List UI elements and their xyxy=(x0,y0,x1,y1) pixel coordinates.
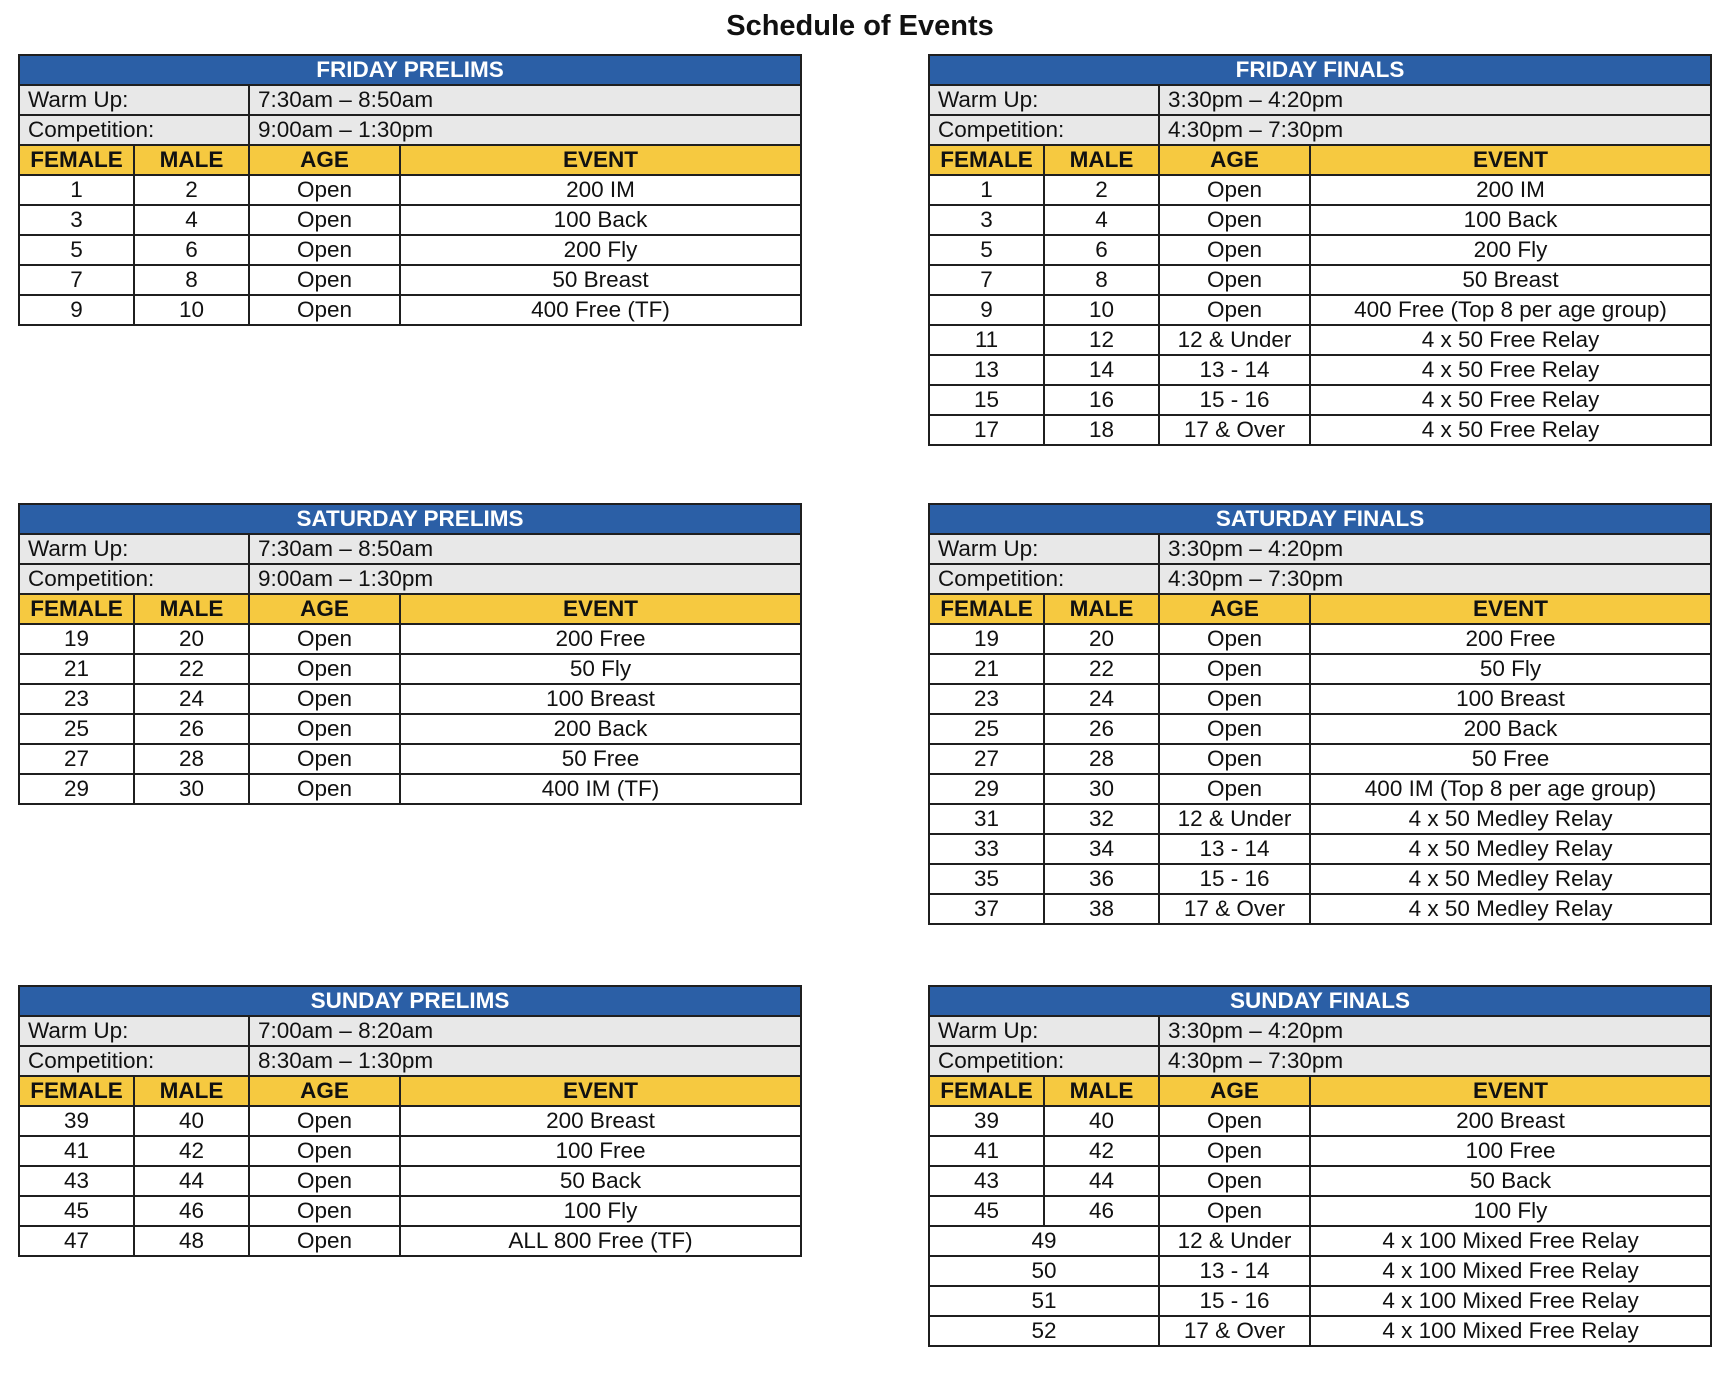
female-event-number: 15 xyxy=(929,385,1044,415)
col-age-header: AGE xyxy=(1159,145,1310,175)
warm-up-label: Warm Up: xyxy=(929,85,1159,115)
age-group: 13 - 14 xyxy=(1159,355,1310,385)
age-group: Open xyxy=(1159,1166,1310,1196)
age-group: 17 & Over xyxy=(1159,1316,1310,1346)
event-name: 50 Fly xyxy=(1310,654,1711,684)
warm-up-row xyxy=(929,1016,1711,1046)
age-group: Open xyxy=(249,774,400,804)
event-name: 50 Fly xyxy=(400,654,801,684)
female-event-number: 31 xyxy=(929,804,1044,834)
col-female-header: FEMALE xyxy=(929,145,1044,175)
col-age-header: AGE xyxy=(249,1076,400,1106)
age-group: Open xyxy=(1159,1196,1310,1226)
female-event-number: 1 xyxy=(19,175,134,205)
warm-up-row xyxy=(19,85,801,115)
female-event-number: 7 xyxy=(929,265,1044,295)
table-row xyxy=(929,624,1711,654)
female-event-number: 21 xyxy=(929,654,1044,684)
col-age-header: AGE xyxy=(1159,594,1310,624)
age-group: Open xyxy=(249,1166,400,1196)
mixed-event-number: 50 xyxy=(929,1256,1159,1286)
table-row xyxy=(929,1196,1711,1226)
competition-time: 8:30am – 1:30pm xyxy=(249,1046,801,1076)
table-row xyxy=(929,654,1711,684)
event-name: 100 Fly xyxy=(1310,1196,1711,1226)
table-row xyxy=(19,265,801,295)
table-row xyxy=(19,295,801,325)
col-event-header: EVENT xyxy=(400,145,801,175)
col-female-header: FEMALE xyxy=(929,594,1044,624)
column-header-row xyxy=(929,145,1711,175)
age-group: Open xyxy=(1159,295,1310,325)
event-name: 100 Free xyxy=(1310,1136,1711,1166)
warm-up-label: Warm Up: xyxy=(19,1016,249,1046)
table-row xyxy=(19,1226,801,1256)
female-event-number: 13 xyxy=(929,355,1044,385)
competition-row xyxy=(19,1046,801,1076)
event-name: 100 Back xyxy=(1310,205,1711,235)
competition-row xyxy=(19,564,801,594)
col-event-header: EVENT xyxy=(1310,145,1711,175)
table-row xyxy=(929,834,1711,864)
age-group: Open xyxy=(1159,1106,1310,1136)
male-event-number: 2 xyxy=(134,175,249,205)
session-title: SATURDAY PRELIMS xyxy=(19,504,801,534)
male-event-number: 40 xyxy=(1044,1106,1159,1136)
male-event-number: 42 xyxy=(134,1136,249,1166)
warm-up-row xyxy=(19,1016,801,1046)
competition-time: 4:30pm – 7:30pm xyxy=(1159,115,1711,145)
age-group: 17 & Over xyxy=(1159,415,1310,445)
female-event-number: 19 xyxy=(19,624,134,654)
column-header-row xyxy=(19,145,801,175)
event-name: 100 Fly xyxy=(400,1196,801,1226)
event-name: 50 Free xyxy=(1310,744,1711,774)
table-row xyxy=(929,804,1711,834)
age-group: Open xyxy=(1159,774,1310,804)
male-event-number: 10 xyxy=(134,295,249,325)
warm-up-time: 7:00am – 8:20am xyxy=(249,1016,801,1046)
event-name: 200 Breast xyxy=(400,1106,801,1136)
competition-label: Competition: xyxy=(929,564,1159,594)
warm-up-time: 3:30pm – 4:20pm xyxy=(1159,534,1711,564)
age-group: 12 & Under xyxy=(1159,325,1310,355)
age-group: Open xyxy=(249,205,400,235)
male-event-number: 36 xyxy=(1044,864,1159,894)
event-name: 4 x 50 Free Relay xyxy=(1310,385,1711,415)
col-event-header: EVENT xyxy=(1310,1076,1711,1106)
competition-row xyxy=(19,115,801,145)
table-row xyxy=(19,684,801,714)
female-event-number: 45 xyxy=(929,1196,1044,1226)
male-event-number: 10 xyxy=(1044,295,1159,325)
male-event-number: 48 xyxy=(134,1226,249,1256)
competition-row xyxy=(929,115,1711,145)
age-group: 15 - 16 xyxy=(1159,864,1310,894)
session-title: SATURDAY FINALS xyxy=(929,504,1711,534)
age-group: 17 & Over xyxy=(1159,894,1310,924)
table-row xyxy=(929,265,1711,295)
warm-up-time: 7:30am – 8:50am xyxy=(249,534,801,564)
male-event-number: 2 xyxy=(1044,175,1159,205)
competition-time: 9:00am – 1:30pm xyxy=(249,115,801,145)
male-event-number: 44 xyxy=(134,1166,249,1196)
male-event-number: 4 xyxy=(1044,205,1159,235)
event-name: 4 x 50 Medley Relay xyxy=(1310,834,1711,864)
table-row xyxy=(929,235,1711,265)
age-group: Open xyxy=(1159,175,1310,205)
col-male-header: MALE xyxy=(1044,1076,1159,1106)
female-event-number: 21 xyxy=(19,654,134,684)
event-name: 4 x 50 Free Relay xyxy=(1310,325,1711,355)
event-name: 4 x 100 Mixed Free Relay xyxy=(1310,1316,1711,1346)
female-event-number: 23 xyxy=(19,684,134,714)
col-age-header: AGE xyxy=(1159,1076,1310,1106)
col-age-header: AGE xyxy=(249,594,400,624)
table-row xyxy=(929,1136,1711,1166)
table-row xyxy=(19,774,801,804)
table-row xyxy=(19,624,801,654)
table-row xyxy=(19,1106,801,1136)
female-event-number: 3 xyxy=(19,205,134,235)
event-name: 50 Breast xyxy=(1310,265,1711,295)
event-name: 200 IM xyxy=(1310,175,1711,205)
table-row xyxy=(929,295,1711,325)
table-row xyxy=(929,415,1711,445)
table-row xyxy=(19,1166,801,1196)
table-row xyxy=(19,744,801,774)
male-event-number: 46 xyxy=(134,1196,249,1226)
column-header-row xyxy=(929,594,1711,624)
mixed-event-number: 49 xyxy=(929,1226,1159,1256)
table-row xyxy=(19,654,801,684)
saturday-finals-table xyxy=(928,503,1712,925)
age-group: Open xyxy=(249,295,400,325)
warm-up-label: Warm Up: xyxy=(929,1016,1159,1046)
age-group: 15 - 16 xyxy=(1159,385,1310,415)
session-title: FRIDAY FINALS xyxy=(929,55,1711,85)
male-event-number: 20 xyxy=(134,624,249,654)
female-event-number: 1 xyxy=(929,175,1044,205)
table-row xyxy=(929,714,1711,744)
female-event-number: 25 xyxy=(19,714,134,744)
mixed-event-number: 52 xyxy=(929,1316,1159,1346)
female-event-number: 25 xyxy=(929,714,1044,744)
session-header xyxy=(929,504,1711,534)
col-male-header: MALE xyxy=(134,1076,249,1106)
male-event-number: 12 xyxy=(1044,325,1159,355)
male-event-number: 42 xyxy=(1044,1136,1159,1166)
warm-up-label: Warm Up: xyxy=(19,85,249,115)
table-row xyxy=(19,175,801,205)
competition-label: Competition: xyxy=(929,115,1159,145)
female-event-number: 45 xyxy=(19,1196,134,1226)
age-group: Open xyxy=(1159,265,1310,295)
competition-row xyxy=(929,1046,1711,1076)
age-group: Open xyxy=(249,1196,400,1226)
table-row xyxy=(19,205,801,235)
event-name: 4 x 50 Free Relay xyxy=(1310,415,1711,445)
age-group: Open xyxy=(1159,205,1310,235)
table-row xyxy=(19,714,801,744)
male-event-number: 38 xyxy=(1044,894,1159,924)
male-event-number: 26 xyxy=(134,714,249,744)
col-male-header: MALE xyxy=(134,594,249,624)
table-row xyxy=(19,235,801,265)
female-event-number: 33 xyxy=(929,834,1044,864)
male-event-number: 32 xyxy=(1044,804,1159,834)
event-name: 4 x 100 Mixed Free Relay xyxy=(1310,1256,1711,1286)
male-event-number: 26 xyxy=(1044,714,1159,744)
saturday-prelims-table xyxy=(18,503,802,805)
table-row xyxy=(929,864,1711,894)
event-name: 400 Free (Top 8 per age group) xyxy=(1310,295,1711,325)
warm-up-time: 3:30pm – 4:20pm xyxy=(1159,1016,1711,1046)
page-title: Schedule of Events xyxy=(726,10,994,42)
event-name: 4 x 50 Medley Relay xyxy=(1310,894,1711,924)
age-group: Open xyxy=(1159,624,1310,654)
event-name: 50 Back xyxy=(400,1166,801,1196)
table-row xyxy=(929,175,1711,205)
column-header-row xyxy=(19,1076,801,1106)
session-title: FRIDAY PRELIMS xyxy=(19,55,801,85)
event-name: 4 x 100 Mixed Free Relay xyxy=(1310,1226,1711,1256)
friday-prelims-table xyxy=(18,54,802,326)
col-event-header: EVENT xyxy=(1310,594,1711,624)
age-group: 13 - 14 xyxy=(1159,1256,1310,1286)
event-name: 100 Breast xyxy=(400,684,801,714)
male-event-number: 6 xyxy=(1044,235,1159,265)
male-event-number: 28 xyxy=(134,744,249,774)
female-event-number: 41 xyxy=(19,1136,134,1166)
female-event-number: 5 xyxy=(19,235,134,265)
col-male-header: MALE xyxy=(1044,145,1159,175)
table-row xyxy=(929,744,1711,774)
female-event-number: 47 xyxy=(19,1226,134,1256)
age-group: Open xyxy=(249,175,400,205)
event-name: 4 x 50 Free Relay xyxy=(1310,355,1711,385)
table-row xyxy=(929,774,1711,804)
session-header xyxy=(19,986,801,1016)
male-event-number: 22 xyxy=(1044,654,1159,684)
female-event-number: 11 xyxy=(929,325,1044,355)
session-header xyxy=(929,55,1711,85)
event-name: 200 Fly xyxy=(400,235,801,265)
female-event-number: 27 xyxy=(19,744,134,774)
table-row xyxy=(929,385,1711,415)
sunday-prelims-table xyxy=(18,985,802,1257)
age-group: Open xyxy=(249,235,400,265)
female-event-number: 3 xyxy=(929,205,1044,235)
event-name: 200 IM xyxy=(400,175,801,205)
col-female-header: FEMALE xyxy=(929,1076,1044,1106)
event-name: 200 Back xyxy=(400,714,801,744)
female-event-number: 39 xyxy=(929,1106,1044,1136)
male-event-number: 30 xyxy=(1044,774,1159,804)
male-event-number: 4 xyxy=(134,205,249,235)
age-group: 12 & Under xyxy=(1159,1226,1310,1256)
competition-time: 9:00am – 1:30pm xyxy=(249,564,801,594)
male-event-number: 20 xyxy=(1044,624,1159,654)
male-event-number: 22 xyxy=(134,654,249,684)
event-name: ALL 800 Free (TF) xyxy=(400,1226,801,1256)
session-title: SUNDAY FINALS xyxy=(929,986,1711,1016)
female-event-number: 9 xyxy=(19,295,134,325)
female-event-number: 43 xyxy=(929,1166,1044,1196)
table-row xyxy=(929,1286,1711,1316)
age-group: Open xyxy=(249,744,400,774)
female-event-number: 43 xyxy=(19,1166,134,1196)
male-event-number: 24 xyxy=(1044,684,1159,714)
age-group: Open xyxy=(249,1226,400,1256)
warm-up-time: 3:30pm – 4:20pm xyxy=(1159,85,1711,115)
warm-up-time: 7:30am – 8:50am xyxy=(249,85,801,115)
session-header xyxy=(19,504,801,534)
male-event-number: 8 xyxy=(134,265,249,295)
age-group: 12 & Under xyxy=(1159,804,1310,834)
col-male-header: MALE xyxy=(1044,594,1159,624)
table-row xyxy=(929,205,1711,235)
session-header xyxy=(19,55,801,85)
event-name: 200 Breast xyxy=(1310,1106,1711,1136)
session-title: SUNDAY PRELIMS xyxy=(19,986,801,1016)
male-event-number: 8 xyxy=(1044,265,1159,295)
table-row xyxy=(19,1136,801,1166)
table-row xyxy=(929,355,1711,385)
female-event-number: 39 xyxy=(19,1106,134,1136)
event-name: 50 Breast xyxy=(400,265,801,295)
female-event-number: 29 xyxy=(929,774,1044,804)
column-header-row xyxy=(19,594,801,624)
competition-row xyxy=(929,564,1711,594)
male-event-number: 44 xyxy=(1044,1166,1159,1196)
table-row xyxy=(929,894,1711,924)
male-event-number: 46 xyxy=(1044,1196,1159,1226)
male-event-number: 14 xyxy=(1044,355,1159,385)
column-header-row xyxy=(929,1076,1711,1106)
female-event-number: 29 xyxy=(19,774,134,804)
event-name: 200 Free xyxy=(400,624,801,654)
age-group: Open xyxy=(249,624,400,654)
warm-up-label: Warm Up: xyxy=(19,534,249,564)
age-group: Open xyxy=(249,714,400,744)
table-row xyxy=(929,1106,1711,1136)
age-group: Open xyxy=(1159,744,1310,774)
warm-up-row xyxy=(19,534,801,564)
male-event-number: 34 xyxy=(1044,834,1159,864)
event-name: 400 IM (TF) xyxy=(400,774,801,804)
competition-label: Competition: xyxy=(19,115,249,145)
male-event-number: 16 xyxy=(1044,385,1159,415)
event-name: 100 Back xyxy=(400,205,801,235)
age-group: 15 - 16 xyxy=(1159,1286,1310,1316)
age-group: Open xyxy=(249,684,400,714)
col-female-header: FEMALE xyxy=(19,594,134,624)
col-age-header: AGE xyxy=(249,145,400,175)
female-event-number: 9 xyxy=(929,295,1044,325)
event-name: 4 x 100 Mixed Free Relay xyxy=(1310,1286,1711,1316)
competition-label: Competition: xyxy=(929,1046,1159,1076)
female-event-number: 35 xyxy=(929,864,1044,894)
table-row xyxy=(929,1226,1711,1256)
event-name: 50 Back xyxy=(1310,1166,1711,1196)
male-event-number: 6 xyxy=(134,235,249,265)
age-group: Open xyxy=(249,654,400,684)
event-name: 400 Free (TF) xyxy=(400,295,801,325)
event-name: 100 Breast xyxy=(1310,684,1711,714)
col-female-header: FEMALE xyxy=(19,145,134,175)
age-group: Open xyxy=(1159,684,1310,714)
female-event-number: 23 xyxy=(929,684,1044,714)
event-name: 4 x 50 Medley Relay xyxy=(1310,864,1711,894)
table-row xyxy=(929,684,1711,714)
age-group: Open xyxy=(1159,654,1310,684)
female-event-number: 19 xyxy=(929,624,1044,654)
female-event-number: 27 xyxy=(929,744,1044,774)
age-group: 13 - 14 xyxy=(1159,834,1310,864)
event-name: 4 x 50 Medley Relay xyxy=(1310,804,1711,834)
event-name: 100 Free xyxy=(400,1136,801,1166)
mixed-event-number: 51 xyxy=(929,1286,1159,1316)
female-event-number: 5 xyxy=(929,235,1044,265)
male-event-number: 18 xyxy=(1044,415,1159,445)
event-name: 200 Free xyxy=(1310,624,1711,654)
warm-up-row xyxy=(929,85,1711,115)
female-event-number: 7 xyxy=(19,265,134,295)
female-event-number: 41 xyxy=(929,1136,1044,1166)
sunday-finals-table xyxy=(928,985,1712,1347)
col-female-header: FEMALE xyxy=(19,1076,134,1106)
event-name: 200 Fly xyxy=(1310,235,1711,265)
male-event-number: 28 xyxy=(1044,744,1159,774)
warm-up-label: Warm Up: xyxy=(929,534,1159,564)
table-row xyxy=(929,325,1711,355)
competition-time: 4:30pm – 7:30pm xyxy=(1159,1046,1711,1076)
age-group: Open xyxy=(249,1106,400,1136)
event-name: 200 Back xyxy=(1310,714,1711,744)
col-male-header: MALE xyxy=(134,145,249,175)
competition-label: Competition: xyxy=(19,564,249,594)
age-group: Open xyxy=(1159,714,1310,744)
col-event-header: EVENT xyxy=(400,594,801,624)
session-header xyxy=(929,986,1711,1016)
age-group: Open xyxy=(249,265,400,295)
warm-up-row xyxy=(929,534,1711,564)
table-row xyxy=(929,1166,1711,1196)
age-group: Open xyxy=(249,1136,400,1166)
competition-label: Competition: xyxy=(19,1046,249,1076)
age-group: Open xyxy=(1159,235,1310,265)
male-event-number: 24 xyxy=(134,684,249,714)
male-event-number: 40 xyxy=(134,1106,249,1136)
age-group: Open xyxy=(1159,1136,1310,1166)
male-event-number: 30 xyxy=(134,774,249,804)
col-event-header: EVENT xyxy=(400,1076,801,1106)
competition-time: 4:30pm – 7:30pm xyxy=(1159,564,1711,594)
table-row xyxy=(19,1196,801,1226)
event-name: 400 IM (Top 8 per age group) xyxy=(1310,774,1711,804)
friday-finals-table xyxy=(928,54,1712,446)
event-name: 50 Free xyxy=(400,744,801,774)
table-row xyxy=(929,1256,1711,1286)
female-event-number: 37 xyxy=(929,894,1044,924)
table-row xyxy=(929,1316,1711,1346)
female-event-number: 17 xyxy=(929,415,1044,445)
